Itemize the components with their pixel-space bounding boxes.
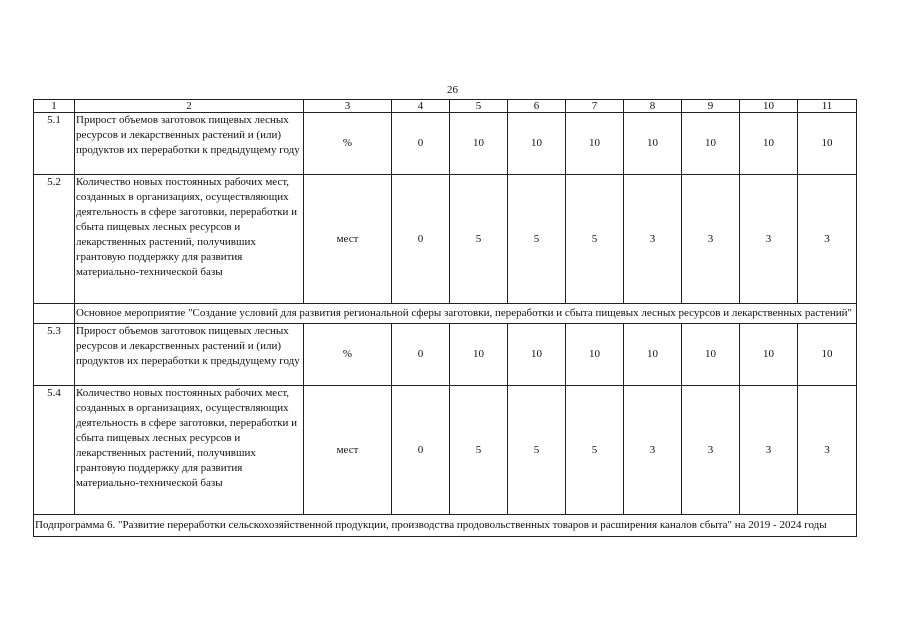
table-row <box>34 175 857 304</box>
column-number: 3 <box>304 100 392 113</box>
value-cell: 3 <box>624 175 682 304</box>
value-cell: 10 <box>740 113 798 175</box>
unit-cell: % <box>304 113 392 175</box>
value-cell: 10 <box>624 324 682 386</box>
value-cell: 10 <box>450 324 508 386</box>
value-cell: 10 <box>740 324 798 386</box>
column-number: 10 <box>740 100 798 113</box>
value-cell: 3 <box>740 386 798 515</box>
table-row <box>34 324 857 386</box>
indicator-name: Количество новых постоянных рабочих мест, созданных в организациях, осуществляющих деятельность в сфере заготовки, переработки и сбыта пищевых лесных ресурсов и лекарственных растений, получивших грантовую поддержку для развития материально-технической базы <box>75 386 304 515</box>
column-number: 4 <box>392 100 450 113</box>
column-number: 6 <box>508 100 566 113</box>
column-number: 8 <box>624 100 682 113</box>
value-cell: 3 <box>624 386 682 515</box>
unit-cell: % <box>304 324 392 386</box>
column-number: 9 <box>682 100 740 113</box>
main-activity-row <box>34 304 857 324</box>
row-number: 5.3 <box>34 324 75 386</box>
value-cell: 10 <box>508 324 566 386</box>
unit-cell: мест <box>304 386 392 515</box>
value-cell: 10 <box>798 113 857 175</box>
column-number: 5 <box>450 100 508 113</box>
value-cell: 10 <box>682 113 740 175</box>
value-cell: 0 <box>392 175 450 304</box>
main-activity-title: Основное мероприятие "Создание условий для развития региональной сферы заготовки, переработки и сбыта пищевых лесных ресурсов и лекарственных растений" <box>75 304 857 324</box>
value-cell: 10 <box>566 113 624 175</box>
value-cell: 5 <box>508 175 566 304</box>
value-cell: 0 <box>392 113 450 175</box>
column-number: 2 <box>75 100 304 113</box>
table-row <box>34 386 857 515</box>
value-cell: 10 <box>508 113 566 175</box>
value-cell: 10 <box>450 113 508 175</box>
empty-cell <box>34 304 75 324</box>
value-cell: 5 <box>566 175 624 304</box>
value-cell: 10 <box>624 113 682 175</box>
value-cell: 0 <box>392 386 450 515</box>
column-number: 1 <box>34 100 75 113</box>
value-cell: 10 <box>566 324 624 386</box>
indicator-name: Прирост объемов заготовок пищевых лесных ресурсов и лекарственных растений и (или) продуктов их переработки к предыдущему году <box>75 113 304 175</box>
value-cell: 5 <box>508 386 566 515</box>
unit-cell: мест <box>304 175 392 304</box>
indicators-table <box>33 99 857 537</box>
value-cell: 3 <box>798 175 857 304</box>
column-number: 7 <box>566 100 624 113</box>
value-cell: 3 <box>740 175 798 304</box>
value-cell: 5 <box>450 386 508 515</box>
indicator-name: Количество новых постоянных рабочих мест, созданных в организациях, осуществляющих деятельность в сфере заготовки, переработки и сбыта пищевых лесных ресурсов и лекарственных растений, получивших грантовую поддержку для развития материально-технической базы <box>75 175 304 304</box>
row-number: 5.2 <box>34 175 75 304</box>
subprogram-title: Подпрограмма 6. "Развитие переработки сельскохозяйственной продукции, производства продовольственных товаров и расширения каналов сбыта" на 2019 - 2024 годы <box>34 515 857 537</box>
row-number: 5.1 <box>34 113 75 175</box>
value-cell: 5 <box>566 386 624 515</box>
row-number: 5.4 <box>34 386 75 515</box>
subprogram-row <box>34 515 857 537</box>
value-cell: 3 <box>682 175 740 304</box>
value-cell: 3 <box>682 386 740 515</box>
column-number-row <box>34 100 857 113</box>
indicator-name: Прирост объемов заготовок пищевых лесных ресурсов и лекарственных растений и (или) продуктов их переработки к предыдущему году <box>75 324 304 386</box>
column-number: 11 <box>798 100 857 113</box>
value-cell: 5 <box>450 175 508 304</box>
value-cell: 10 <box>798 324 857 386</box>
value-cell: 0 <box>392 324 450 386</box>
value-cell: 10 <box>682 324 740 386</box>
value-cell: 3 <box>798 386 857 515</box>
page-number: 26 <box>447 84 458 96</box>
table-row <box>34 113 857 175</box>
